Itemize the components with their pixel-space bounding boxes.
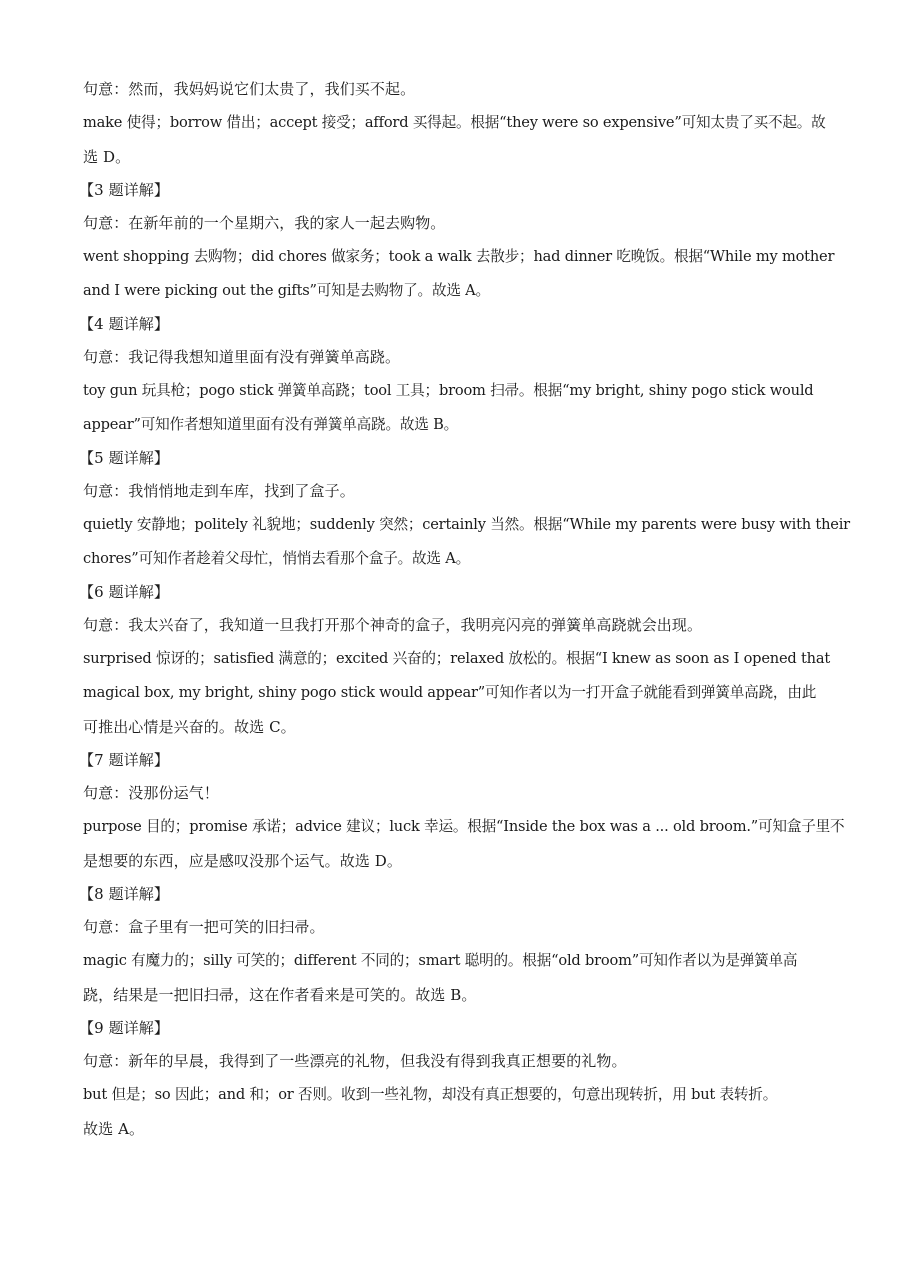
text-line: but 但是；so 因此；and 和；or 否则。收到一些礼物，却没有真正想要的，句意出现转折，用 but 表转折。 xyxy=(83,1086,778,1103)
section-heading: 【5 题详解】 xyxy=(79,449,170,467)
text-line: and I were picking out the gifts”可知是去购物了。故选 A。 xyxy=(83,282,490,299)
section-heading: 【9 题详解】 xyxy=(79,1019,170,1037)
text-line: 句意：我太兴奋了，我知道一旦我打开那个神奇的盒子，我明亮闪亮的弹簧单高跷就会出现。 xyxy=(83,616,703,634)
text-line: 跷，结果是一把旧扫帚，这在作者看来是可笑的。故选 B。 xyxy=(83,986,477,1004)
text-line: chores”可知作者趁着父母忙，悄悄去看那个盒子。故选 A。 xyxy=(83,550,470,567)
text-line: 句意：新年的早晨，我得到了一些漂亮的礼物，但我没有得到我真正想要的礼物。 xyxy=(83,1052,627,1070)
text-line: toy gun 玩具枪；pogo stick 弹簧单高跷；tool 工具；broom 扫帚。根据“my bright, shiny pogo stick would xyxy=(83,382,814,399)
text-line: magical box, my bright, shiny pogo stick would appear”可知作者以为一打开盒子就能看到弹簧单高跷，由此 xyxy=(83,684,817,701)
text-line: make 使得；borrow 借出；accept 接受；afford 买得起。根据“they were so expensive”可知太贵了买不起。故 xyxy=(83,114,826,131)
text-line: 可推出心情是兴奋的。故选 C。 xyxy=(83,718,296,736)
text-line: 是想要的东西，应是感叹没那个运气。故选 D。 xyxy=(83,852,402,870)
document-page xyxy=(79,72,850,1146)
section-heading: 【6 题详解】 xyxy=(79,583,170,601)
text-line: magic 有魔力的；silly 可笑的；different 不同的；smart 聪明的。根据“old broom”可知作者以为是弹簧单高 xyxy=(83,952,798,969)
text-line: 句意：然而，我妈妈说它们太贵了，我们买不起。 xyxy=(83,80,416,98)
section-heading: 【7 题详解】 xyxy=(79,751,170,769)
text-line: 句意：盒子里有一把可笑的旧扫帚。 xyxy=(83,918,325,936)
text-line: purpose 目的；promise 承诺；advice 建议；luck 幸运。根据“Inside the box was a ... old broom.”可知盒子里不 xyxy=(83,818,845,835)
text-line: went shopping 去购物；did chores 做家务；took a walk 去散步；had dinner 吃晚饭。根据“While my mother xyxy=(83,248,835,265)
text-line: appear”可知作者想知道里面有没有弹簧单高跷。故选 B。 xyxy=(83,416,458,433)
text-line: 句意：没那份运气！ xyxy=(83,784,219,802)
text-line: surprised 惊讶的；satisfied 满意的；excited 兴奋的；relaxed 放松的。根据“I knew as soon as I opened that xyxy=(83,650,831,667)
text-line: 句意：在新年前的一个星期六，我的家人一起去购物。 xyxy=(83,214,446,232)
section-heading: 【4 题详解】 xyxy=(79,315,170,333)
section-heading: 【8 题详解】 xyxy=(79,885,170,903)
text-line: 句意：我悄悄地走到车库，找到了盒子。 xyxy=(83,482,355,500)
text-line: 句意：我记得我想知道里面有没有弹簧单高跷。 xyxy=(83,348,401,366)
section-heading: 【3 题详解】 xyxy=(79,181,170,199)
text-line: 选 D。 xyxy=(83,148,131,166)
text-line: 故选 A。 xyxy=(83,1120,145,1138)
text-line: quietly 安静地；politely 礼貌地；suddenly 突然；certainly 当然。根据“While my parents were busy with their xyxy=(83,516,850,533)
